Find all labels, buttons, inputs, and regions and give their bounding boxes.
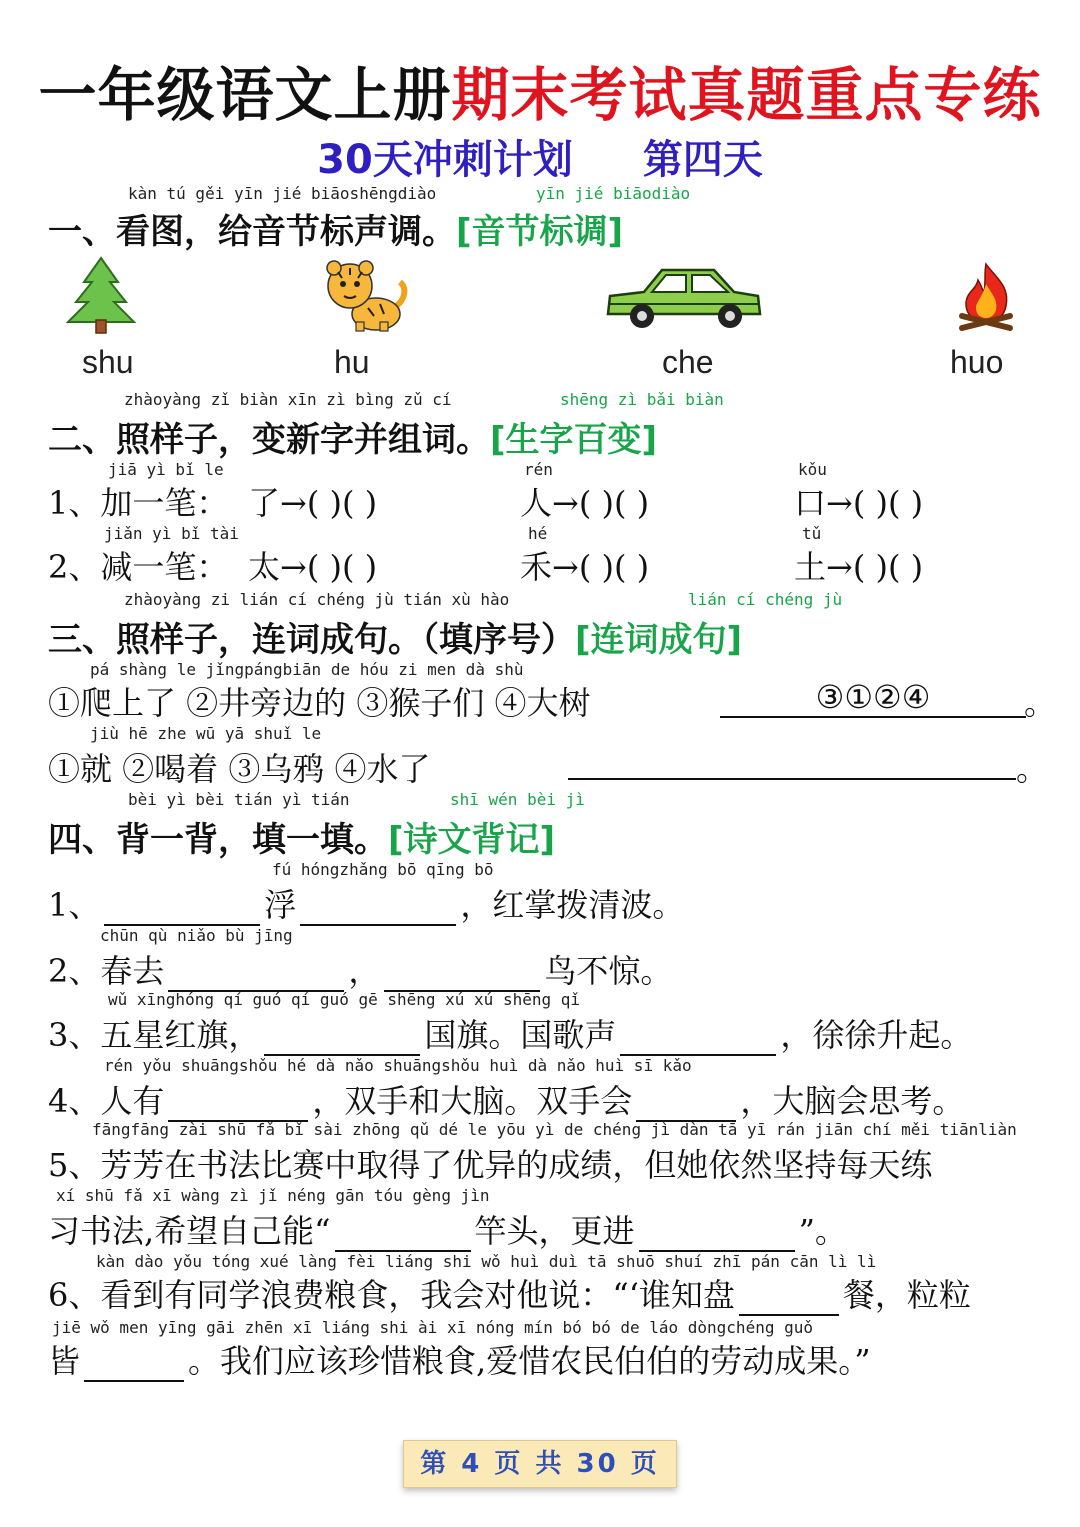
s4-line4-pinyin: rén yǒu shuāngshǒu hé dà nǎo shuāngshǒu huì dà nǎo huì sī kǎo	[104, 1056, 692, 1075]
s2-row2-py-b: hé	[528, 524, 548, 543]
s4-tag-pinyin: shī wén bèi jì	[450, 790, 585, 809]
s2-row1-pinyin: jiā yì bǐ le	[108, 460, 224, 479]
s4-line4: 4、人有 ，双手和大脑。双手会 ，大脑会思考。	[48, 1082, 965, 1120]
blank[interactable]	[636, 1090, 736, 1122]
blank[interactable]	[300, 894, 456, 926]
s3-row1-period: 。	[1024, 684, 1057, 722]
s2-row1-py-b: rén	[524, 460, 553, 479]
s4-line5b-pinyin: xí shū fǎ xī wàng zì jǐ néng gān tóu gèng jìn	[56, 1186, 490, 1205]
s1-label-hu: hu	[334, 344, 370, 380]
s1-heading: 一、看图，给音节标声调。[音节标调]	[48, 212, 624, 252]
s2-row1-item-c: 口→( )( )	[794, 484, 924, 522]
s3-row2-words: ①就 ②喝着 ③乌鸦 ④水了	[48, 750, 431, 788]
s2-heading: 二、照样子，变新字并组词。[生字百变]	[48, 420, 658, 460]
s1-label-shu: shu	[82, 344, 134, 380]
s2-pinyin: zhàoyàng zǐ biàn xīn zì bìng zǔ cí	[124, 390, 452, 409]
s2-row1-py-c: kǒu	[798, 460, 827, 479]
s3-heading: 三、照样子，连词成句。（填序号）[连词成句]	[48, 620, 743, 660]
s3-row1-answer[interactable]: ③①②④	[720, 678, 1026, 718]
page-subtitle: 30天冲刺计划 第四天	[317, 137, 763, 183]
s1-pinyin: kàn tú gěi yīn jié biāoshēngdiào	[128, 184, 437, 203]
s4-line2-pinyin: chūn qù niǎo bù jīng	[100, 926, 293, 945]
page-number-badge: 第 4 页 共 30 页	[403, 1440, 677, 1488]
s2-row1-item-a: 了→( )( )	[248, 484, 378, 522]
s1-tag-pinyin: yīn jié biāodiào	[536, 184, 691, 203]
s4-line6b-pinyin: jiē wǒ men yīng gāi zhēn xī liáng shi ài xī nóng mín bó bó de láo dòngchéng guǒ	[52, 1318, 813, 1337]
s2-row2-label: 2、减一笔：	[48, 548, 229, 586]
s4-line5-pinyin: fāngfāng zài shū fǎ bǐ sài zhōng qǔ dé le yōu yì de chéng jì dàn tā yī rán jiān chí měi tiānliàn	[92, 1120, 1017, 1139]
s4-line5: 5、芳芳在书法比赛中取得了优异的成绩，但她依然坚持每天练	[48, 1146, 933, 1184]
blank[interactable]	[335, 1220, 471, 1252]
s4-line6: 6、看到有同学浪费粮食，我会对他说：“‘谁知盘 餐，粒粒	[48, 1276, 971, 1314]
blank[interactable]	[104, 894, 260, 926]
blank[interactable]	[620, 1024, 776, 1056]
blank[interactable]	[639, 1220, 795, 1252]
car-icon	[604, 262, 766, 330]
s4-heading: 四、背一背，填一填。[诗文背记]	[48, 820, 556, 860]
s4-line1-pinyin: fú hóngzhǎng bō qīng bō	[272, 860, 494, 879]
s2-row2-item-a: 太→( )( )	[248, 548, 378, 586]
blank[interactable]	[264, 1024, 420, 1056]
blank[interactable]	[84, 1350, 184, 1382]
s2-tag-pinyin: shēng zì bǎi biàn	[560, 390, 724, 409]
s4-line3: 3、五星红旗， 国旗。国歌声 ，徐徐升起。	[48, 1016, 973, 1054]
s3-row1-words: ①爬上了 ②井旁边的 ③猴子们 ④大树	[48, 684, 591, 722]
s3-row2-period: 。	[1016, 750, 1049, 788]
tree-icon	[66, 256, 136, 334]
s2-row1-item-b: 人→( )( )	[520, 484, 650, 522]
blank[interactable]	[384, 960, 540, 992]
blank[interactable]	[168, 1090, 308, 1122]
s1-label-huo: huo	[950, 344, 1004, 380]
s3-tag-pinyin: lián cí chéng jù	[688, 590, 843, 609]
s1-label-che: che	[662, 344, 714, 380]
s4-line2: 2、春去 ， 鸟不惊。	[48, 952, 673, 990]
s3-row2-pinyin: jiù hē zhe wū yā shuǐ le	[90, 724, 322, 743]
s3-pinyin: zhàoyàng zi lián cí chéng jù tián xù hào	[124, 590, 510, 609]
s4-pinyin: bèi yì bèi tián yì tián	[128, 790, 350, 809]
s4-line6-pinyin: kàn dào yǒu tóng xué làng fèi liáng shi wǒ huì duì tā shuō shuí zhī pán cān lì lì	[96, 1252, 877, 1271]
s4-line5b: 习书法,希望自己能“ 竿头，更进 ”。	[48, 1212, 847, 1250]
s2-row2-item-c: 土→( )( )	[794, 548, 924, 586]
blank[interactable]	[168, 960, 344, 992]
fire-icon	[956, 262, 1016, 334]
s2-row2-py-c: tǔ	[802, 524, 822, 543]
s4-line3-pinyin: wǔ xīnghóng qí guó qí guó gē shēng xú xú shēng qǐ	[108, 990, 581, 1009]
s4-line1: 1、 浮 ，红掌拨清波。	[48, 886, 685, 924]
s2-row2-pinyin: jiǎn yì bǐ tài	[104, 524, 239, 543]
page-title: 一年级语文上册期末考试真题重点专练	[38, 61, 1042, 129]
s3-row2-answer-blank[interactable]	[568, 744, 1016, 780]
s4-line6b: 皆 。我们应该珍惜粮食,爱惜农民伯伯的劳动成果。”	[48, 1342, 871, 1380]
blank[interactable]	[739, 1284, 839, 1316]
s2-row2-item-b: 禾→( )( )	[520, 548, 650, 586]
s3-row1-pinyin: pá shàng le jǐngpángbiān de hóu zi men dà shù	[90, 660, 524, 679]
tiger-icon	[324, 260, 412, 332]
s2-row1-label: 1、加一笔：	[48, 484, 229, 522]
